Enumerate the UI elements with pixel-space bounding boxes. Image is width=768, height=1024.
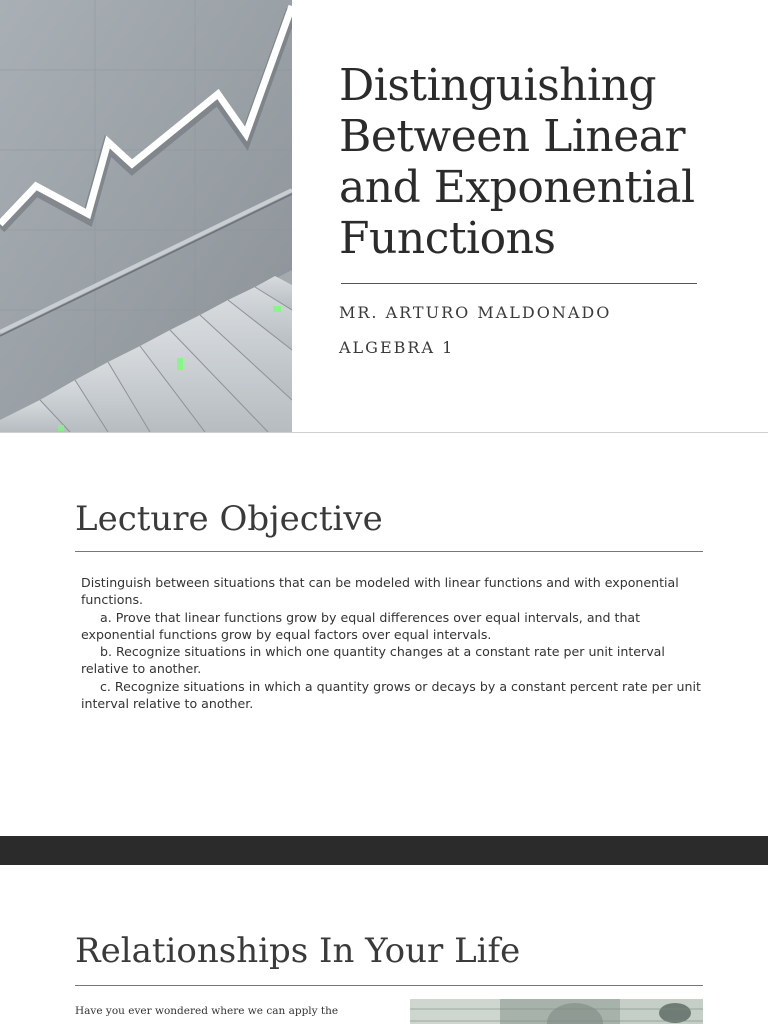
heading-divider [75, 551, 703, 552]
stairs-graph-image [0, 0, 292, 432]
author-name: MR. ARTURO MALDONADO [339, 303, 612, 322]
dollar-bills-image [410, 999, 703, 1024]
objective-item-c: c. Recognize situations in which a quantity grows or decays by a constant percent rate per unit interval relative to another. [81, 678, 701, 712]
slide-heading: Relationships In Your Life [75, 931, 521, 971]
presentation-title: Distinguishing Between Linear and Exponential Functions [339, 60, 695, 264]
course-name: ALGEBRA 1 [339, 338, 455, 357]
title-slide [0, 0, 768, 432]
slide-body-text: Have you ever wondered where we can apply the [75, 1005, 339, 1017]
slide-heading: Lecture Objective [75, 499, 383, 539]
objective-intro: Distinguish between situations that can be modeled with linear functions and with exponential functions. [81, 575, 679, 608]
objective-slide [0, 433, 768, 836]
objective-text [81, 574, 701, 712]
slide-divider-band [0, 836, 768, 865]
title-divider [341, 283, 697, 284]
objective-item-a: a. Prove that linear functions grow by equal differences over equal intervals, and that exponential functions grow by equal factors over equal intervals. [81, 609, 641, 642]
objective-item-b: b. Recognize situations in which one quantity changes at a constant rate per unit interval relative to another. [81, 644, 665, 677]
relationships-slide [0, 865, 768, 1024]
heading-divider [75, 985, 703, 986]
